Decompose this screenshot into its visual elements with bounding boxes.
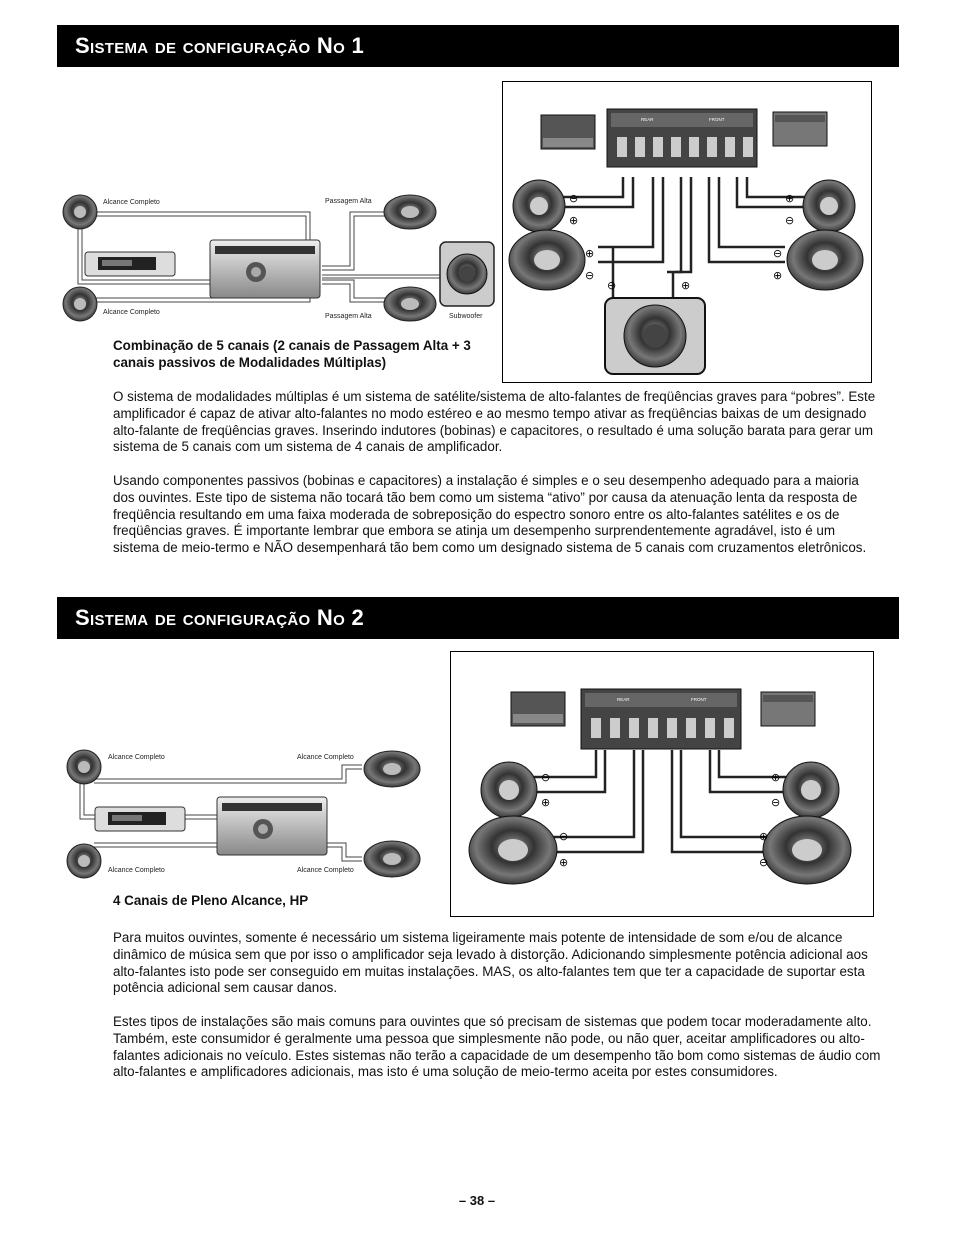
section2-title: Sistema de configuração No 2 [75,605,364,630]
full-range-speaker-icon [364,841,420,877]
svg-text:⊕: ⊕ [681,279,691,292]
section2-paragraph-1: Para muitos ouvintes, somente é necessário um sistema ligeiramente mais potente de intensidade de som e/ou de alcance dinâmico de música sem que por isso o amplificador seja levado à distorção. Adicionando simplesmente potência adicional aos alto-falantes isto pode ser conseguido em muitas instalações. MAS, os alto-falantes tem que ter a capacidade de suportar esta potência adicional sem causar danos. [113,930,868,996]
page-number: – 38 – [458,1193,496,1208]
section2-paragraph-2: Estes tipos de instalações são mais comuns para ouvintes que só precisam de sistemas que podem tocar moderadamente alto. Também, este consumidor é geralmente uma pessoa que simplesmente não pode, ou não quer, aceitar amplificadores ou alto-falantes adicionais no veículo. Estes sistemas não terão a capacidade de um desempenho tão bom como sistemas de áudio com alto-falantes e amplificadores adicionais, mas isto é uma solução de meio-termo aceita por estes consumidores. [113,1014,881,1080]
section1-title: Sistema de configuração No 1 [75,33,364,58]
svg-text:⊖: ⊖ [785,214,795,227]
oval-speaker-icon [763,816,851,884]
full-range-speaker-icon [67,844,101,878]
svg-text:⊖: ⊖ [569,192,579,205]
section1-banner [57,25,899,67]
high-pass-speaker-icon [384,287,436,321]
full-range-speaker-icon [364,751,420,787]
crossover-switch-icon [511,692,565,726]
label-top-left: Alcance Completo [108,754,165,761]
section2-caption: 4 Canais de Pleno Alcance, HP [113,893,309,908]
bridge-diagram-2 [450,651,874,917]
amp-front-label: FRONT [709,117,725,122]
svg-text:⊖: ⊖ [607,279,617,292]
wiring-diagram-2 [62,745,427,885]
tweeter-speaker-icon [783,762,839,818]
amp-rear-label: REAR [641,117,654,122]
oval-speaker-icon [469,816,557,884]
svg-text:⊕: ⊕ [585,247,595,260]
oval-speaker-icon [787,230,863,290]
crossover-switch-icon [541,115,595,149]
svg-text:⊕: ⊕ [569,214,579,227]
tweeter-speaker-icon [803,180,855,232]
amplifier-icon [210,240,320,298]
section1-paragraph-2: Usando componentes passivos (bobinas e capacitores) a instalação é simples e o seu desempenho adequado para a maioria dos ouvintes. Este tipo de sistema não tocará tão bem como um sistema “ativo” por causa da atenuação lenta da resposta de freqüência resultando em uma faixa moderada de sobreposição do espectro sonoro entre os alto-falantes satélites e os de freqüências graves. É importante lembrar que embora se atinja um desempenho surprendentemente agradável, isto é um sistema de meio-termo e NÃO desempenhará tão bem como um designado sistema de 5 canais com cruzamentos eletrônicos. [113,473,867,556]
section1-paragraph-1: O sistema de modalidades múltiplas é um sistema de satélite/sistema de alto-falantes de freqüências graves para “pobres”. Este amplificador é capaz de ativar alto-falantes no modo estéreo e ao mesmo tempo ativar as freqüências baixas de um designado alto-falante de freqüências graves. Inserindo indutores (bobinas) e capacitores, o resultado é uma solução barata para gerar um sistema de 5 canais com um sistema de 4 canais de amplificador. [113,389,876,455]
svg-text:⊖: ⊖ [759,856,769,869]
svg-text:⊕: ⊕ [771,771,781,784]
svg-text:⊕: ⊕ [773,269,783,282]
svg-text:⊕: ⊕ [759,830,769,843]
svg-text:⊖: ⊖ [585,269,595,282]
svg-text:⊕: ⊕ [559,856,569,869]
svg-text:⊕: ⊕ [541,796,551,809]
bridge-diagram-1 [502,81,872,383]
crossover-switch-icon [761,692,815,726]
full-range-speaker-icon [63,287,97,321]
svg-text:⊖: ⊖ [559,830,569,843]
high-pass-speaker-icon [384,195,436,229]
svg-text:⊕: ⊕ [785,192,795,205]
amp-front-label: FRONT [691,697,707,702]
amp-terminal-block-icon [581,689,741,749]
label-bottom-left: Alcance Completo [108,867,165,874]
label-high-pass-bottom: Passagem Alta [325,313,372,320]
label-bottom-right: Alcance Completo [297,867,354,874]
tweeter-speaker-icon [513,180,565,232]
head-unit-icon [95,807,185,831]
subwoofer-icon [605,298,705,374]
amplifier-icon [217,797,327,855]
crossover-switch-icon [773,112,827,146]
label-full-range-bottom: Alcance Completo [103,309,160,316]
tweeter-speaker-icon [481,762,537,818]
label-high-pass-top: Passagem Alta [325,198,372,205]
subwoofer-icon [440,242,494,306]
section1-caption: Combinação de 5 canais (2 canais de Passagem Alta + 3 canais passivos de Modalidades Múltiplas) [113,338,471,370]
svg-text:⊖: ⊖ [541,771,551,784]
section2-banner [57,597,899,639]
oval-speaker-icon [509,230,585,290]
label-subwoofer: Subwoofer [449,313,483,320]
label-full-range-top: Alcance Completo [103,199,160,206]
amp-rear-label: REAR [617,697,630,702]
full-range-speaker-icon [67,750,101,784]
label-top-right: Alcance Completo [297,754,354,761]
svg-text:⊖: ⊖ [771,796,781,809]
head-unit-icon [85,252,175,276]
amp-terminal-block-icon [607,109,757,167]
full-range-speaker-icon [63,195,97,229]
svg-text:⊖: ⊖ [773,247,783,260]
